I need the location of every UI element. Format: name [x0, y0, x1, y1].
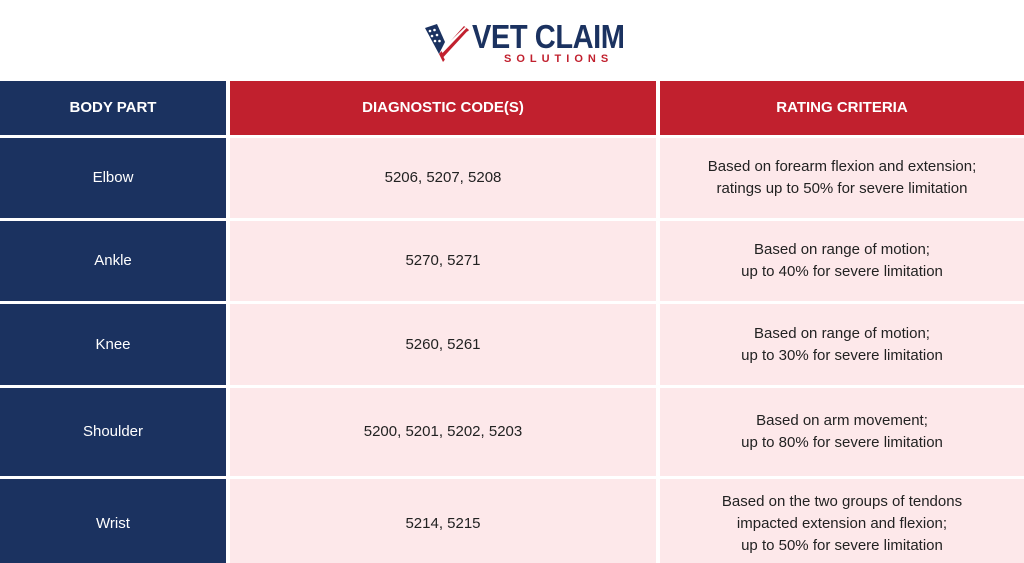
- criteria-cell: [660, 221, 1024, 301]
- criteria-line: Based on arm movement;: [756, 412, 928, 429]
- criteria-line: up to 30% for severe limitation: [741, 346, 943, 364]
- table-header-row: [0, 81, 1024, 135]
- header-body-part: BODY PART: [0, 81, 226, 135]
- criteria-line: impacted extension and flexion;: [736, 515, 948, 532]
- codes-cell: 5206, 5207, 5208: [230, 138, 656, 218]
- body-part-cell: Shoulder: [0, 388, 226, 476]
- logo-subtitle: SOLUTIONS: [504, 53, 614, 65]
- criteria-line: up to 50% for severe limitation: [741, 537, 943, 554]
- criteria-line: up to 80% for severe limitation: [741, 434, 943, 451]
- logo-title: VET CLAIM: [472, 18, 625, 55]
- criteria-line: ratings up to 50% for severe limitation: [716, 180, 968, 197]
- header-diagnostic-codes: DIAGNOSTIC CODE(S): [230, 81, 656, 135]
- body-part-cell: Wrist: [0, 479, 226, 563]
- criteria-cell: [660, 304, 1024, 385]
- codes-cell: 5260, 5261: [230, 304, 656, 385]
- criteria-line: Based on range of motion;: [754, 241, 930, 258]
- criteria-cell: [660, 388, 1024, 476]
- codes-cell: 5200, 5201, 5202, 5203: [230, 388, 656, 476]
- rating-table: [0, 81, 1024, 563]
- codes-cell: 5270, 5271: [230, 221, 656, 301]
- criteria-cell: [660, 479, 1024, 563]
- header-rating-criteria: RATING CRITERIA: [660, 81, 1024, 135]
- table-row: [0, 304, 1024, 385]
- body-part-cell: Ankle: [0, 221, 226, 301]
- codes-cell: 5214, 5215: [230, 479, 656, 563]
- criteria-line: Based on forearm flexion and extension;: [707, 158, 977, 175]
- table-row: [0, 479, 1024, 563]
- table-row: [0, 388, 1024, 476]
- criteria-line: Based on range of motion;: [754, 324, 930, 342]
- table-row: [0, 221, 1024, 301]
- body-part-cell: Knee: [0, 304, 226, 385]
- body-part-cell: Elbow: [0, 138, 226, 218]
- criteria-line: up to 40% for severe limitation: [741, 263, 943, 280]
- american-flag-check-icon: [425, 20, 469, 66]
- criteria-line: Based on the two groups of tendons: [721, 493, 963, 510]
- logo: [425, 18, 625, 66]
- table-row: [0, 138, 1024, 218]
- criteria-cell: [660, 138, 1024, 218]
